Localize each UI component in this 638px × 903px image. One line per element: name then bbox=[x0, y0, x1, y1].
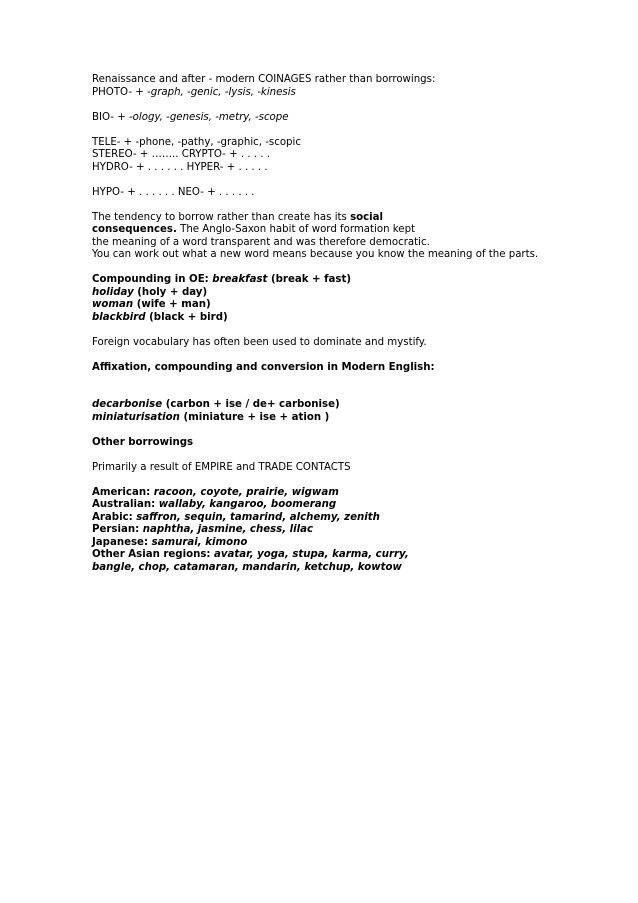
borrowing-words: racoon, coyote, prairie, wigwam bbox=[153, 486, 339, 498]
tendency-line-4: You can work out what a new word means because you know the meaning of the parts. bbox=[92, 249, 539, 260]
compounding-label: Compounding in OE: bbox=[92, 274, 213, 285]
bio-suffixes: -ology, -genesis, -metry, -scope bbox=[129, 111, 289, 123]
primarily-line: Primarily a result of EMPIRE and TRADE CONTACTS bbox=[92, 461, 351, 473]
borrowing-label: Australian: bbox=[92, 499, 159, 510]
borrowing-words: avatar, yoga, stupa, karma, curry, bbox=[214, 549, 409, 560]
tendency-line-2 bbox=[92, 224, 612, 237]
borrowing-words: wallaby, kangaroo, boomerang bbox=[158, 499, 337, 510]
compounding-gloss: (wife + man) bbox=[133, 299, 211, 310]
borrowing-label: Japanese: bbox=[92, 536, 152, 548]
photo-prefix: PHOTO- + bbox=[92, 86, 148, 98]
borrowing-label: American: bbox=[92, 486, 154, 498]
document-page bbox=[92, 74, 612, 574]
compounding-word: blackbird bbox=[92, 311, 146, 323]
borrowing-label: Other Asian regions: bbox=[92, 549, 215, 560]
other-borrowings-heading-text: Other borrowings bbox=[92, 436, 194, 448]
bio-prefix: BIO- + bbox=[92, 111, 129, 123]
modern-example-gloss: (carbon + ise / de+ carbonise) bbox=[162, 399, 340, 410]
tendency-bold-1: social bbox=[350, 211, 384, 223]
borrowing-australian bbox=[92, 499, 612, 512]
compounding-gloss: (black + bird) bbox=[145, 311, 228, 323]
borrowing-american bbox=[92, 487, 612, 500]
tendency-text-1: The tendency to borrow rather than create has its bbox=[92, 211, 351, 223]
compounding-line-4 bbox=[92, 312, 612, 325]
tendency-text-2: The Anglo-Saxon habit of word formation kept bbox=[176, 224, 416, 235]
compounding-word: holiday bbox=[92, 286, 134, 298]
borrowing-label: Persian: bbox=[92, 524, 143, 535]
borrowing-asian-continuation bbox=[92, 562, 612, 575]
foreign-line: Foreign vocabulary has often been used to dominate and mystify. bbox=[92, 336, 427, 348]
hydro-line: HYDRO- + . . . . . . HYPER- + . . . . . bbox=[92, 161, 268, 173]
borrowing-persian bbox=[92, 524, 612, 537]
modern-example-1 bbox=[92, 399, 612, 412]
hypo-line: HYPO- + . . . . . . NEO- + . . . . . . bbox=[92, 186, 255, 198]
tendency-line-3: the meaning of a word transparent and was therefore democratic. bbox=[92, 236, 430, 248]
modern-example-word: decarbonise bbox=[92, 399, 163, 410]
bio-line bbox=[92, 112, 612, 125]
photo-suffixes: -graph, -genic, -lysis, -kinesis bbox=[147, 86, 296, 98]
tele-line: TELE- + -phone, -pathy, -graphic, -scopic bbox=[92, 136, 301, 148]
modern-example-gloss: (miniature + ise + ation ) bbox=[179, 411, 330, 423]
tendency-line-1 bbox=[92, 212, 612, 225]
modern-example-2 bbox=[92, 412, 612, 425]
compounding-gloss: (holy + day) bbox=[133, 286, 208, 298]
affixation-heading bbox=[92, 362, 612, 375]
tendency-bold-2: consequences. bbox=[92, 224, 177, 235]
modern-example-word: miniaturisation bbox=[92, 411, 180, 423]
borrowing-words: bangle, chop, catamaran, mandarin, ketchup, kowtow bbox=[92, 561, 402, 573]
borrowing-arabic bbox=[92, 512, 612, 525]
compounding-line-1 bbox=[92, 274, 612, 287]
borrowing-other-asian bbox=[92, 549, 612, 562]
compounding-word: breakfast bbox=[212, 274, 268, 285]
other-borrowings-heading bbox=[92, 437, 612, 450]
photo-line bbox=[92, 87, 612, 100]
borrowing-words: samurai, kimono bbox=[151, 536, 248, 548]
borrowing-words: naphtha, jasmine, chess, lilac bbox=[142, 524, 314, 535]
affixation-heading-text: Affixation, compounding and conversion in Modern English: bbox=[92, 361, 435, 373]
compounding-gloss: (break + fast) bbox=[267, 274, 352, 285]
compounding-line-2 bbox=[92, 287, 612, 300]
compounding-line-3 bbox=[92, 299, 612, 312]
intro-line: Renaissance and after - modern COINAGES rather than borrowings: bbox=[92, 74, 436, 85]
borrowing-words: saffron, sequin, tamarind, alchemy, zenith bbox=[136, 511, 380, 523]
compounding-word: woman bbox=[92, 299, 134, 310]
borrowing-japanese bbox=[92, 537, 612, 550]
borrowing-label: Arabic: bbox=[92, 511, 137, 523]
stereo-line: STEREO- + …….. CRYPTO- + . . . . . bbox=[92, 149, 270, 160]
